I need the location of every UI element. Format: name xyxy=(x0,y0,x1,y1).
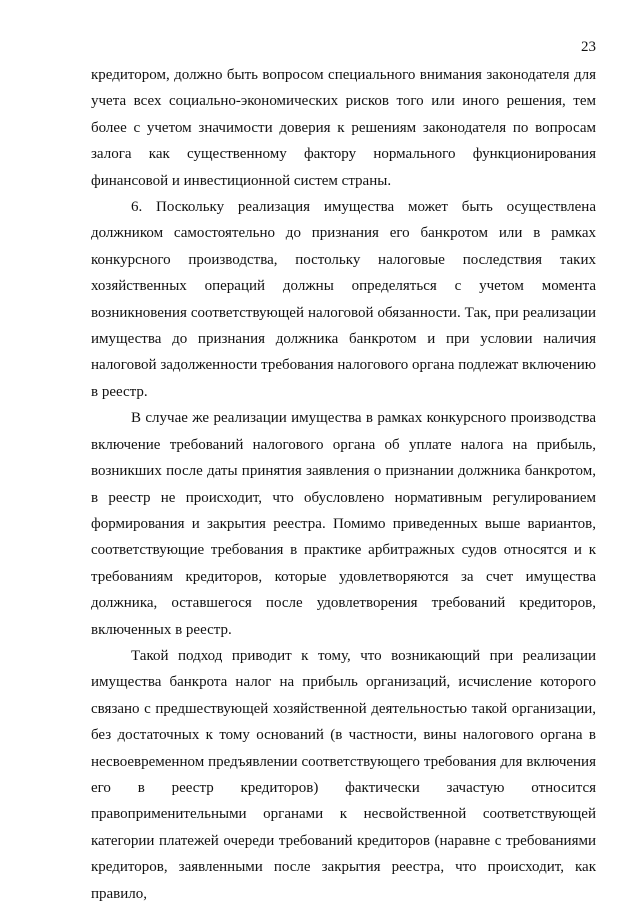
paragraph-item-6: 6. Поскольку реализация имущества может быть осуществлена должником самостоятельно до признания его банкротом или в рамках конкурсного производства, постольку налоговые последствия таких хозяйственных операций должны определяться с учетом момента возникновения соответствующей налоговой обязанности. Так, при реализации имущества до признания должника банкротом и при условии наличия налоговой задолженности требования налогового органа подлежат включению в реестр. xyxy=(91,199,596,400)
paragraph-competitive-proceedings: В случае же реализации имущества в рамках конкурсного производства включение требований налогового органа об уплате налога на прибыль, возникших после даты принятия заявления о признании должника банкротом, в реестр не происходит, что обусловлено нормативным регулированием формирования и закрытия реестра. Помимо приведенных выше вариантов, соответствующие требования в практике арбитражных судов относятся и к требованиям кредиторов, которые удовлетворяются за счет имущества должника, оставшегося после удовлетворения требований кредиторов, включенных в реестр. xyxy=(91,410,596,638)
document-body xyxy=(91,62,596,907)
paragraph-continuation: кредитором, должно быть вопросом специального внимания законодателя для учета всех социально-экономических рисков того или иного решения, тем более с учетом значимости доверия к решениям законодателя по вопросам залога как существенному фактору нормального функционирования финансовой и инвестиционной систем страны. xyxy=(91,67,596,189)
paragraph-approach-consequences: Такой подход приводит к тому, что возникающий при реализации имущества банкрота налог на прибыль организаций, исчисление которого связано с предшествующей хозяйственной деятельностью такой организации, без достаточных к тому оснований (в частности, вины налогового органа в несвоевременном предъявлении соответствующего требования для включения его в реестр кредиторов) фактически зачастую относится правоприменительными органами к несвойственной соответствующей категории платежей очереди требований кредиторов (наравне с требованиями кредиторов, заявленными после закрытия реестра, что происходит, как правило, xyxy=(91,647,596,902)
page-number: 23 xyxy=(581,39,596,55)
